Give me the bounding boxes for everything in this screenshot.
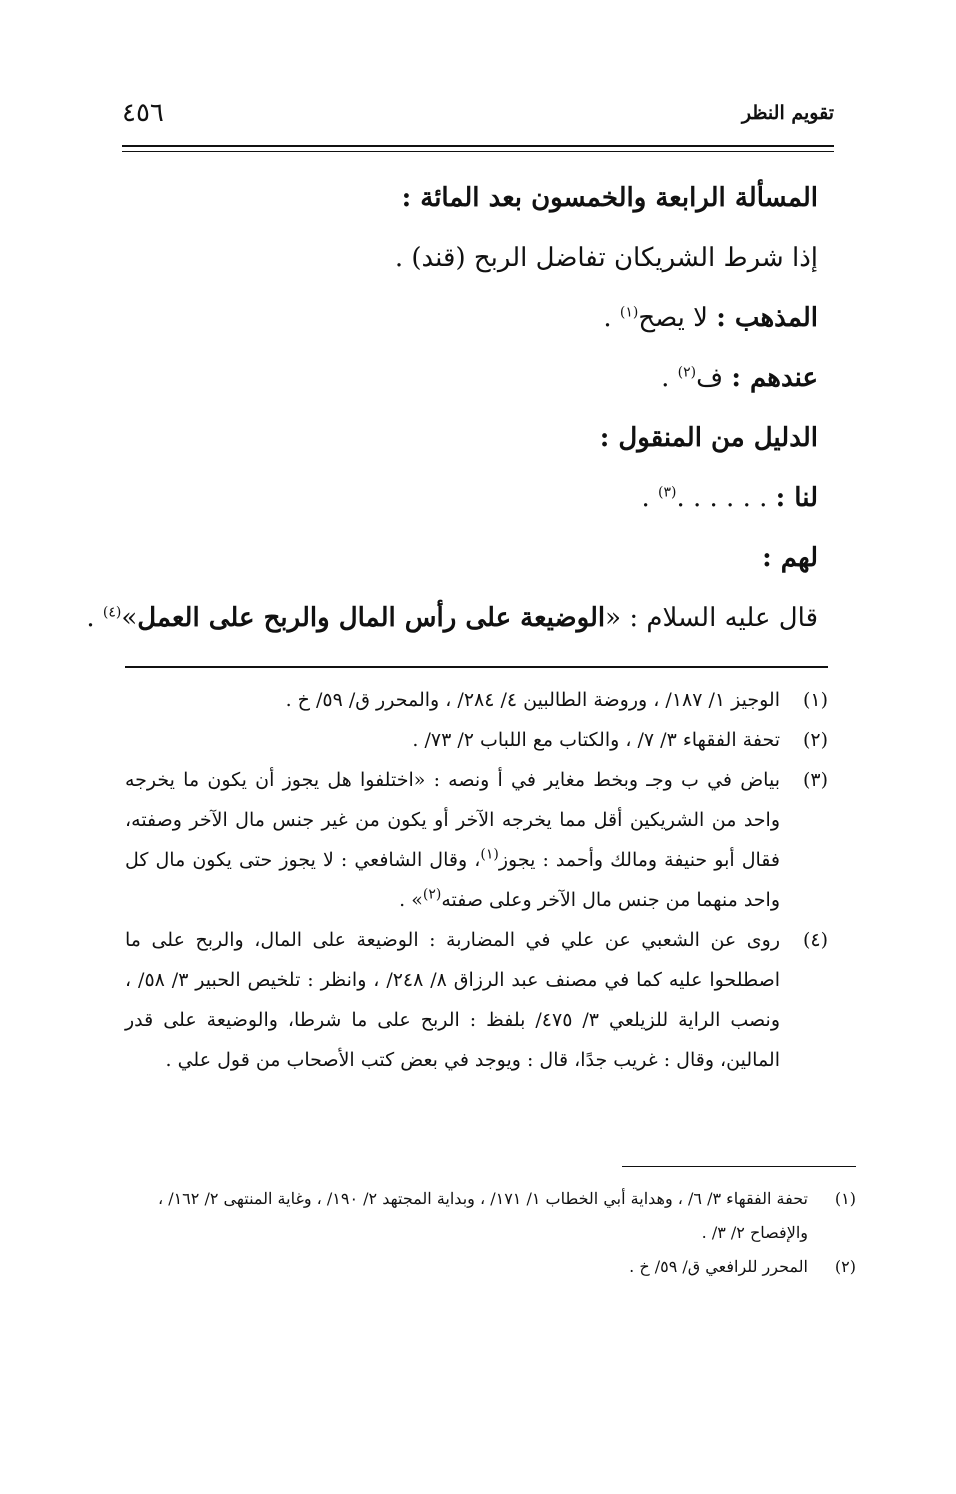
issue-heading: المسألة الرابعة والخمسون بعد المائة : — [401, 183, 818, 213]
footnote-rule — [125, 666, 828, 668]
dalil-heading: الدليل من المنقول : — [599, 423, 818, 453]
footnote-text: ، وقال الشافعي : لا يجوز حتى يكون مال كل واحد منهما من جنس مال الآخر وعلى صفته — [125, 849, 780, 911]
footnote-ref: (١) — [619, 304, 639, 321]
hadith-text: الوضيعة على رأس المال والربح على العمل — [137, 603, 606, 633]
footnote-ref: (١) — [480, 846, 499, 863]
end-dot: . — [603, 303, 612, 333]
footnote-text: تحفة الفقهاء ٣/ ٧/ ، والكتاب مع اللباب ٢/ ٧٣/ . — [412, 729, 780, 751]
footnote-text: الوجيز ١/ ١٨٧/ ، وروضة الطالبين ٤/ ٢٨٤/ ، والمحرر ق/ ٥٩/ خ . — [285, 689, 780, 711]
subnote-text: المحرر للرافعي ق/ ٥٩/ خ . — [629, 1257, 808, 1276]
footnote-4 — [125, 920, 828, 1080]
footnote-number: (٢) — [802, 729, 828, 751]
hadith-intro: قال عليه السلام : « — [605, 603, 818, 633]
footnote-text: بياض في ب وجـ وبخط مغاير في أ ونصه : «اختلفوا هل يجوز أن يكون ما يخرجه واحد من الشريكين أقل مما يخرجه الآخر أو يكون من غير جنس مال الآخر وصفته، فقال أبو حنيفة ومالك وأحمد : يجوز — [125, 769, 780, 871]
lana-label: لنا : — [775, 483, 818, 513]
footnote-ref: (٤) — [102, 604, 122, 621]
footnote-number: (٤) — [802, 929, 828, 951]
subnote-rule — [622, 1166, 856, 1167]
end-dot: . — [661, 363, 670, 393]
main-text — [86, 168, 818, 648]
footnote-number: (٣) — [802, 769, 828, 791]
subnotes — [105, 1182, 856, 1284]
footnote-2 — [125, 720, 828, 760]
lahum-label: لهم : — [762, 543, 818, 573]
running-title: تقويم النظر — [741, 102, 834, 124]
page-number: ٤٥٦ — [122, 98, 164, 128]
footnote-ref: (٣) — [658, 484, 677, 501]
lana-value: . . . . . . — [676, 483, 768, 513]
subnote-1 — [105, 1182, 856, 1250]
madhhab-value: لا يصح — [638, 303, 709, 333]
footnote-text: روى عن الشعبي عن علي في المضاربة : الوضيعة على المال، والربح على ما اصطلحوا عليه كما في مصنف عبد الرزاق ٨/ ٢٤٨/ ، وانظر : تلخيص الحبير ٣/ ٥٨/ ، ونصب الراية للزيلعي ٣/ ٤٧٥/ بلفظ : الربح على ما شرطا، والوضيعة على قدر المالين، وقال : غريب جدًا، قال : ويوجد في بعض كتب الأصحاب من قول علي . — [125, 929, 780, 1071]
indahum-value: ف — [696, 363, 724, 393]
footnote-ref: (٢) — [677, 364, 697, 381]
footnote-ref: (٢) — [422, 886, 442, 903]
issue-statement: إذا شرط الشريكان تفاضل الربح (قند) . — [394, 243, 818, 273]
footnote-number: (١) — [802, 689, 828, 711]
subnote-2 — [105, 1250, 856, 1284]
page-header — [122, 98, 834, 142]
indahum-line — [140, 348, 818, 408]
end-dot: . — [86, 603, 95, 633]
footnote-text: » . — [399, 889, 423, 911]
lana-line — [140, 468, 818, 528]
end-dot: . — [641, 483, 650, 513]
footnote-1 — [125, 680, 828, 720]
hadith-line — [86, 588, 818, 648]
footnote-3 — [125, 760, 828, 920]
header-rule-thick — [122, 145, 834, 147]
footnotes — [125, 680, 828, 1080]
indahum-label: عندهم : — [731, 363, 818, 393]
subnote-text: تحفة الفقهاء ٣/ ٦/ ، وهداية أبي الخطاب ١/ ١٧١/ ، وبداية المجتهد ٢/ ١٩٠/ ، وغاية المنتهى ٢/ ١٦٢/ ، والإفصاح ٢/ ٣/ . — [157, 1189, 808, 1242]
madhhab-line — [140, 288, 818, 348]
hadith-close: » — [121, 603, 138, 633]
subnote-number: (٢) — [834, 1257, 856, 1276]
header-rule-thin — [122, 151, 834, 152]
subnote-number: (١) — [834, 1189, 856, 1208]
madhhab-label: المذهب : — [716, 303, 818, 333]
